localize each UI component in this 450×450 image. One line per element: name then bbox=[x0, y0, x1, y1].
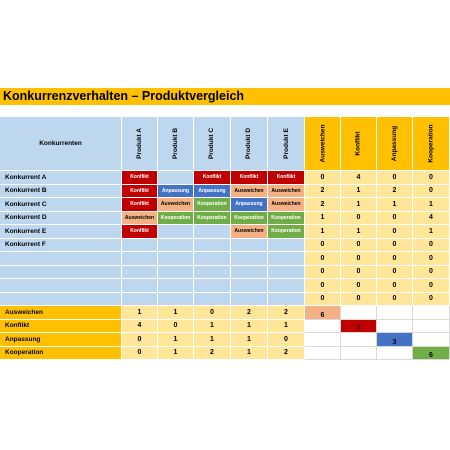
matrix-cell[interactable] bbox=[231, 225, 268, 239]
matrix-cell[interactable] bbox=[231, 279, 268, 293]
count-cell[interactable]: 0 bbox=[305, 293, 341, 307]
matrix-cell[interactable] bbox=[194, 266, 231, 280]
summary-value[interactable]: 2 bbox=[268, 306, 305, 320]
matrix-cell[interactable] bbox=[158, 252, 194, 266]
count-cell[interactable]: 0 bbox=[341, 239, 377, 253]
summary-empty[interactable] bbox=[377, 306, 413, 320]
summary-empty[interactable] bbox=[305, 333, 341, 347]
matrix-cell[interactable] bbox=[122, 293, 158, 307]
count-cell[interactable]: 1 bbox=[305, 225, 341, 239]
behavior-tag: Anpassung bbox=[161, 187, 190, 194]
matrix-cell[interactable] bbox=[194, 171, 231, 185]
header-product[interactable] bbox=[194, 117, 231, 171]
matrix-cell[interactable] bbox=[231, 252, 268, 266]
competitor-name[interactable] bbox=[0, 266, 122, 280]
matrix-cell[interactable] bbox=[268, 198, 305, 212]
competitor-name[interactable]: Konkurrent D bbox=[0, 212, 122, 226]
count-cell[interactable]: 2 bbox=[305, 185, 341, 199]
count-cell[interactable]: 1 bbox=[341, 225, 377, 239]
count-cell[interactable]: 0 bbox=[341, 266, 377, 280]
matrix-cell[interactable] bbox=[122, 225, 158, 239]
count-cell[interactable]: 1 bbox=[413, 225, 450, 239]
behavior-tag: Ausweichen bbox=[271, 201, 301, 208]
summary-value[interactable]: 1 bbox=[231, 347, 268, 361]
behavior-tag: Konflikt bbox=[202, 174, 222, 181]
count-cell[interactable]: 0 bbox=[377, 252, 413, 266]
summary-label[interactable]: Anpassung bbox=[0, 333, 122, 347]
matrix-cell[interactable] bbox=[194, 239, 231, 253]
summary-label[interactable]: Konflikt bbox=[0, 320, 122, 334]
matrix-cell[interactable] bbox=[194, 212, 231, 226]
summary-total[interactable]: 7 bbox=[341, 320, 377, 334]
matrix-cell[interactable] bbox=[231, 171, 268, 185]
matrix-cell[interactable] bbox=[122, 252, 158, 266]
matrix-cell[interactable] bbox=[268, 185, 305, 199]
behavior-tag: Kooperation bbox=[160, 214, 191, 221]
summary-label[interactable]: Ausweichen bbox=[0, 306, 122, 320]
behavior-tag: Ausweichen bbox=[234, 228, 264, 235]
matrix-cell[interactable] bbox=[122, 239, 158, 253]
behavior-tag: Kooperation bbox=[234, 214, 264, 221]
summary-empty[interactable] bbox=[377, 347, 413, 361]
matrix-cell[interactable] bbox=[194, 293, 231, 307]
count-cell[interactable]: 0 bbox=[377, 293, 413, 307]
behavior-tag: Kooperation bbox=[271, 228, 301, 235]
competitor-name[interactable]: Konkurrent C bbox=[0, 198, 122, 212]
header-product-label: Produkt B bbox=[172, 127, 179, 160]
summary-value[interactable]: 1 bbox=[158, 347, 194, 361]
competitor-name[interactable]: Konkurrent A bbox=[0, 171, 122, 185]
count-cell[interactable]: 0 bbox=[413, 279, 450, 293]
behavior-tag: Kooperation bbox=[197, 201, 227, 208]
count-cell[interactable]: 0 bbox=[305, 252, 341, 266]
behavior-tag: Konflikt bbox=[239, 174, 259, 181]
matrix-cell[interactable] bbox=[194, 225, 231, 239]
behavior-tag: Konflikt bbox=[130, 201, 149, 208]
matrix-cell[interactable] bbox=[122, 212, 158, 226]
behavior-tag: Ausweichen bbox=[234, 187, 264, 194]
matrix-cell[interactable] bbox=[231, 212, 268, 226]
count-cell[interactable]: 0 bbox=[413, 293, 450, 307]
matrix-cell[interactable] bbox=[194, 198, 231, 212]
behavior-tag: Konflikt bbox=[276, 174, 296, 181]
summary-value[interactable]: 1 bbox=[122, 306, 158, 320]
header-behavior[interactable] bbox=[305, 117, 341, 171]
behavior-tag: Ausweichen bbox=[271, 187, 301, 194]
matrix-cell[interactable] bbox=[122, 279, 158, 293]
behavior-tag: Ausweichen bbox=[160, 201, 191, 208]
matrix-cell[interactable] bbox=[194, 185, 231, 199]
matrix-cell[interactable] bbox=[268, 239, 305, 253]
competitor-name[interactable] bbox=[0, 293, 122, 307]
matrix-cell[interactable] bbox=[268, 225, 305, 239]
matrix-cell[interactable] bbox=[158, 279, 194, 293]
competitor-name[interactable] bbox=[0, 252, 122, 266]
header-behavior-label: Kooperation bbox=[427, 124, 435, 163]
behavior-tag: Kooperation bbox=[197, 214, 227, 221]
matrix-cell[interactable] bbox=[231, 266, 268, 280]
matrix-cell[interactable] bbox=[158, 171, 194, 185]
count-cell[interactable]: 0 bbox=[377, 266, 413, 280]
header-product[interactable] bbox=[158, 117, 194, 171]
matrix-cell[interactable] bbox=[268, 171, 305, 185]
summary-value[interactable]: 0 bbox=[194, 306, 231, 320]
count-cell[interactable]: 0 bbox=[377, 279, 413, 293]
matrix-cell[interactable] bbox=[231, 198, 268, 212]
count-cell[interactable]: 1 bbox=[341, 198, 377, 212]
header-product-label: Produkt E bbox=[282, 128, 290, 159]
header-product-label: Produkt D bbox=[245, 127, 253, 160]
count-cell[interactable]: 0 bbox=[305, 239, 341, 253]
matrix-cell[interactable] bbox=[158, 266, 194, 280]
summary-value[interactable]: 2 bbox=[194, 347, 231, 361]
matrix-cell[interactable] bbox=[122, 171, 158, 185]
header-konkurrenten[interactable]: Konkurrenten bbox=[0, 117, 122, 171]
matrix-cell[interactable] bbox=[122, 266, 158, 280]
competitor-name[interactable]: Konkurrent F bbox=[0, 239, 122, 253]
count-cell[interactable]: 2 bbox=[305, 198, 341, 212]
summary-empty[interactable] bbox=[341, 333, 377, 347]
behavior-tag: Anpassung bbox=[198, 187, 226, 194]
header-behavior[interactable] bbox=[377, 117, 413, 171]
count-cell[interactable]: 4 bbox=[413, 212, 450, 226]
summary-value[interactable]: 0 bbox=[158, 320, 194, 334]
count-cell[interactable]: 2 bbox=[377, 185, 413, 199]
summary-empty[interactable] bbox=[305, 347, 341, 361]
count-cell[interactable]: 0 bbox=[341, 212, 377, 226]
header-behavior-label: Anpassung bbox=[391, 125, 398, 162]
header-product-label: Produkt C bbox=[208, 127, 216, 160]
behavior-tag: Konflikt bbox=[130, 174, 149, 181]
count-cell[interactable]: 0 bbox=[305, 266, 341, 280]
summary-value[interactable]: 1 bbox=[194, 320, 231, 334]
matrix-cell[interactable] bbox=[158, 185, 194, 199]
behavior-tag: Konflikt bbox=[130, 187, 149, 194]
summary-empty[interactable] bbox=[377, 320, 413, 334]
header-behavior[interactable] bbox=[341, 117, 377, 171]
summary-value[interactable]: 1 bbox=[194, 333, 231, 347]
matrix-cell[interactable] bbox=[231, 293, 268, 307]
count-cell[interactable]: 1 bbox=[413, 198, 450, 212]
count-cell[interactable]: 0 bbox=[341, 293, 377, 307]
summary-value[interactable]: 1 bbox=[158, 306, 194, 320]
competitor-name[interactable]: Konkurrent B bbox=[0, 185, 122, 199]
matrix-cell[interactable] bbox=[158, 225, 194, 239]
summary-empty[interactable] bbox=[413, 333, 450, 347]
summary-value[interactable]: 0 bbox=[122, 347, 158, 361]
summary-value[interactable]: 2 bbox=[268, 347, 305, 361]
header-product[interactable] bbox=[231, 117, 268, 171]
matrix-cell[interactable] bbox=[122, 198, 158, 212]
sheet-title: Konkurrenzverhalten – Produktvergleich bbox=[0, 88, 450, 105]
header-product-label: Produkt A bbox=[135, 128, 143, 159]
count-cell[interactable]: 0 bbox=[413, 266, 450, 280]
count-cell[interactable]: 1 bbox=[341, 185, 377, 199]
header-product[interactable] bbox=[268, 117, 305, 171]
count-cell[interactable]: 0 bbox=[341, 252, 377, 266]
count-cell[interactable]: 0 bbox=[377, 212, 413, 226]
header-behavior[interactable] bbox=[413, 117, 450, 171]
behavior-tag: Ausweichen bbox=[124, 214, 155, 221]
count-cell[interactable]: 0 bbox=[305, 171, 341, 185]
count-cell[interactable]: 0 bbox=[413, 252, 450, 266]
summary-empty[interactable] bbox=[341, 306, 377, 320]
summary-value[interactable]: 1 bbox=[268, 320, 305, 334]
behavior-tag: Kooperation bbox=[271, 214, 301, 221]
summary-total[interactable]: 6 bbox=[413, 347, 450, 361]
summary-value[interactable]: 1 bbox=[231, 320, 268, 334]
matrix-cell[interactable] bbox=[158, 212, 194, 226]
summary-value[interactable]: 0 bbox=[122, 333, 158, 347]
header-behavior-label: Konflikt bbox=[354, 131, 362, 156]
matrix-cell[interactable] bbox=[268, 252, 305, 266]
count-cell[interactable]: 0 bbox=[413, 239, 450, 253]
behavior-tag: Konflikt bbox=[130, 228, 149, 235]
matrix-cell[interactable] bbox=[268, 293, 305, 307]
count-cell[interactable]: 1 bbox=[305, 212, 341, 226]
matrix-cell[interactable] bbox=[158, 198, 194, 212]
header-behavior-label: Ausweichen bbox=[319, 124, 326, 163]
matrix-cell[interactable] bbox=[158, 239, 194, 253]
summary-total[interactable]: 3 bbox=[377, 333, 413, 347]
matrix-cell[interactable] bbox=[231, 239, 268, 253]
header-product[interactable] bbox=[122, 117, 158, 171]
count-cell[interactable]: 0 bbox=[413, 185, 450, 199]
count-cell[interactable]: 1 bbox=[377, 198, 413, 212]
summary-value[interactable]: 4 bbox=[122, 320, 158, 334]
count-cell[interactable]: 0 bbox=[377, 239, 413, 253]
summary-value[interactable]: 1 bbox=[158, 333, 194, 347]
summary-total[interactable]: 6 bbox=[305, 306, 341, 320]
matrix-cell[interactable] bbox=[194, 279, 231, 293]
summary-empty[interactable] bbox=[413, 320, 450, 334]
count-cell[interactable]: 4 bbox=[341, 171, 377, 185]
matrix-cell[interactable] bbox=[268, 279, 305, 293]
competitor-name[interactable] bbox=[0, 279, 122, 293]
count-cell[interactable]: 0 bbox=[341, 279, 377, 293]
matrix-cell[interactable] bbox=[158, 293, 194, 307]
competitor-name[interactable]: Konkurrent E bbox=[0, 225, 122, 239]
count-cell[interactable]: 0 bbox=[377, 171, 413, 185]
summary-empty[interactable] bbox=[305, 320, 341, 334]
summary-value[interactable]: 0 bbox=[268, 333, 305, 347]
matrix-cell[interactable] bbox=[268, 212, 305, 226]
matrix-cell[interactable] bbox=[194, 252, 231, 266]
summary-value[interactable]: 2 bbox=[231, 306, 268, 320]
matrix-cell[interactable] bbox=[122, 185, 158, 199]
summary-value[interactable]: 1 bbox=[231, 333, 268, 347]
summary-empty[interactable] bbox=[341, 347, 377, 361]
count-cell[interactable]: 0 bbox=[377, 225, 413, 239]
count-cell[interactable]: 0 bbox=[413, 171, 450, 185]
behavior-tag: Anpassung bbox=[235, 201, 263, 208]
matrix-cell[interactable] bbox=[268, 266, 305, 280]
summary-empty[interactable] bbox=[413, 306, 450, 320]
summary-label[interactable]: Kooperation bbox=[0, 347, 122, 361]
matrix-cell[interactable] bbox=[231, 185, 268, 199]
count-cell[interactable]: 0 bbox=[305, 279, 341, 293]
